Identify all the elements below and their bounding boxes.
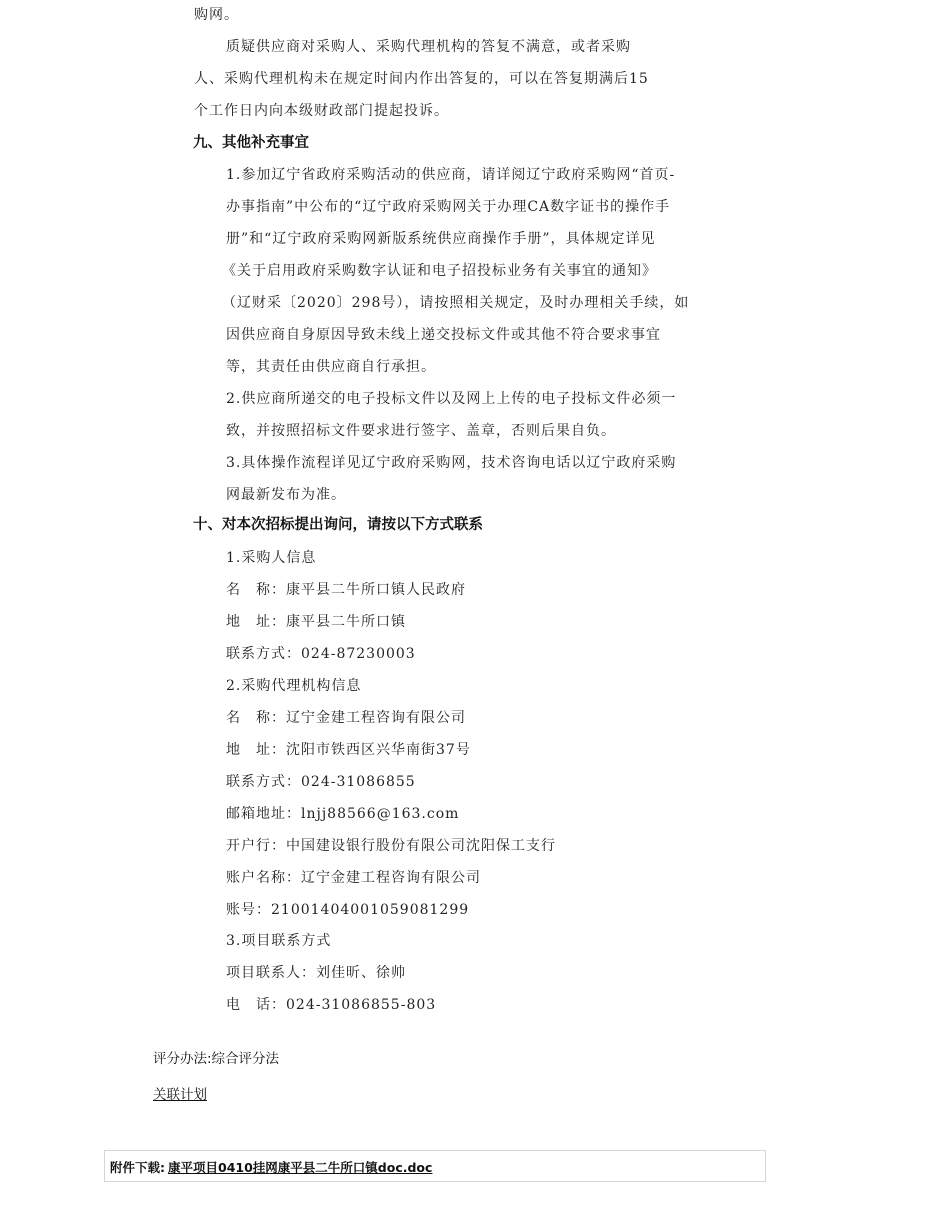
paragraph-line: 个工作日内向本级财政部门提起投诉。 [194, 103, 449, 119]
agency-name: 名 称：辽宁金建工程咨询有限公司 [226, 710, 466, 726]
purchaser-address: 地 址：康平县二牛所口镇 [226, 614, 406, 630]
paragraph-line: 质疑供应商对采购人、采购代理机构的答复不满意，或者采购 [226, 39, 631, 55]
scoring-method: 评分办法:综合评分法 [153, 1051, 280, 1067]
paragraph-line: （辽财采〔2020〕298号），请按照相关规定，及时办理相关手续，如 [222, 295, 690, 311]
attachment-label: 附件下载: [110, 1160, 165, 1175]
paragraph-line: 等，其责任由供应商自行承担。 [226, 359, 436, 375]
agency-bank: 开户行：中国建设银行股份有限公司沈阳保工支行 [226, 838, 556, 854]
purchaser-phone: 联系方式：024-87230003 [226, 646, 416, 662]
paragraph-line: 网最新发布为准。 [226, 487, 346, 503]
attachment-download-link[interactable]: 康平项目0410挂网康平县二牛所口镇doc.doc [168, 1160, 433, 1175]
paragraph-line: 购网。 [194, 7, 239, 23]
contact-subheading: 2.采购代理机构信息 [226, 678, 362, 694]
agency-address: 地 址：沈阳市铁西区兴华南街37号 [226, 742, 471, 758]
paragraph-line: 《关于启用政府采购数字认证和电子招投标业务有关事宜的通知》 [222, 263, 657, 279]
paragraph-line: 因供应商自身原因导致未线上递交投标文件或其他不符合要求事宜 [226, 327, 661, 343]
paragraph-line: 办事指南”中公布的“辽宁政府采购网关于办理CA数字证书的操作手 [226, 199, 671, 215]
agency-phone: 联系方式：024-31086855 [226, 774, 416, 790]
section-heading-10: 十、对本次招标提出询问，请按以下方式联系 [193, 517, 483, 533]
paragraph-line: 致，并按照招标文件要求进行签字、盖章，否则后果自负。 [226, 423, 616, 439]
contact-subheading: 1.采购人信息 [226, 550, 317, 566]
agency-email: 邮箱地址：lnjj88566@163.com [226, 806, 460, 822]
attachment-bar [104, 1150, 766, 1182]
project-contact-person: 项目联系人：刘佳昕、徐帅 [226, 965, 406, 981]
paragraph-line: 人、采购代理机构未在规定时间内作出答复的，可以在答复期满后15 [194, 71, 649, 87]
section-heading-9: 九、其他补充事宜 [193, 135, 309, 151]
paragraph-line: 3.具体操作流程详见辽宁政府采购网，技术咨询电话以辽宁政府采购 [226, 455, 677, 471]
project-contact-phone: 电 话：024-31086855-803 [226, 997, 437, 1013]
purchaser-name: 名 称：康平县二牛所口镇人民政府 [226, 582, 466, 598]
agency-account-name: 账户名称：辽宁金建工程咨询有限公司 [226, 870, 481, 886]
paragraph-line: 册”和“辽宁政府采购网新版系统供应商操作手册”，具体规定详见 [226, 231, 656, 247]
paragraph-line: 1.参加辽宁省政府采购活动的供应商，请详阅辽宁政府采购网“首页- [226, 167, 676, 183]
paragraph-line: 2.供应商所递交的电子投标文件以及网上上传的电子投标文件必须一 [226, 391, 677, 407]
related-plan-link[interactable]: 关联计划 [153, 1087, 207, 1103]
agency-account-number: 账号：21001404001059081299 [226, 902, 470, 918]
contact-subheading: 3.项目联系方式 [226, 933, 332, 949]
